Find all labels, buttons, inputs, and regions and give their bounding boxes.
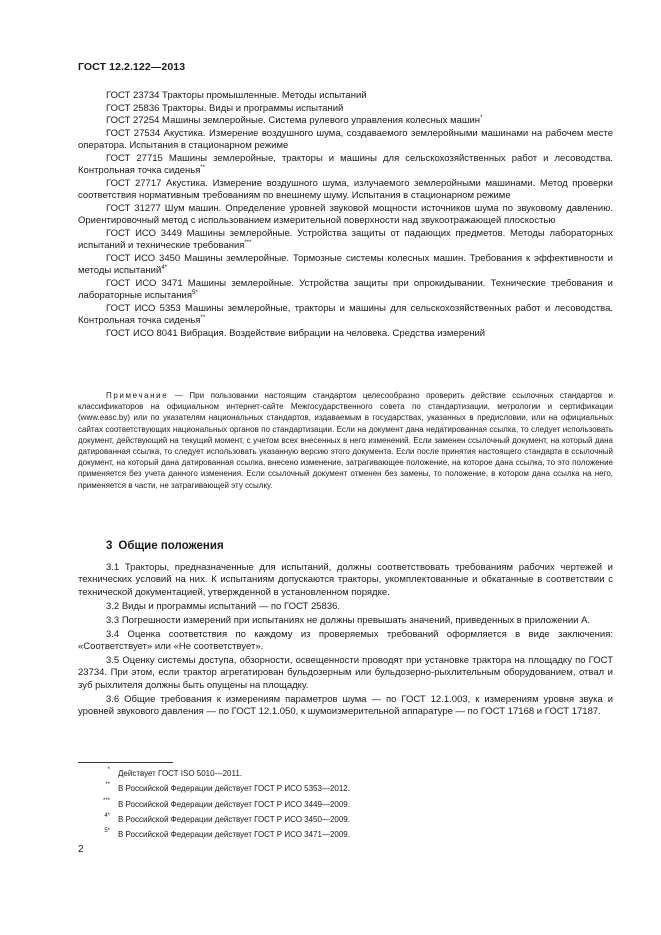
paragraph: 3.4 Оценка соответствия по каждому из проверяемых требований оформляется в виде заключения: «Соответствует» или «Не соответствует». bbox=[78, 628, 613, 652]
section-title: Общие положения bbox=[118, 540, 224, 552]
note-text: — При пользовании настоящим стандартом целесообразно проверить действие ссылочных стандартов и классификаторов на официальном интернет-сайте Межгосударственного совета по стандартизации, метрологии и сертификации (www.easc.by) или по указателям национальных стандартов, издаваемым в государствах, указанных в предисловии, или на официальных сайтах соответствующих национальных органов по стандартизации. Если на документ дана недатированная ссылка, то следует использовать документ, действующий на текущий момент, с учетом всех внесенных в него изменений. Если заменен ссылочный документ, на который дана датированная ссылка, то следует использовать указанную версию этого документа. Если после принятия настоящего стандарта в ссылочный документ, на который дана датированная ссылка, внесено изменение, затрагивающее положение, на которое дана ссылка, то это положение применяется без учета данного изменения. Если ссылочный документ отменен без замены, то положение, в котором дана ссылка на него, применяется в части, не затрагивающей эту ссылку. bbox=[78, 391, 613, 490]
footnote: *** В Российской Федерации действует ГОСТ Р ИСО 3449—2009. bbox=[102, 797, 350, 809]
footnote: 4* В Российской Федерации действует ГОСТ Р ИСО 3450—2009. bbox=[104, 812, 350, 824]
paragraph: 3.1 Тракторы, предназначенные для испытаний, должны соответствовать требованиям рабочих чертежей и технических условий на них. К испытаниям допускаются тракторы, укомплектованные и обкатанные в соответствии с технической документацией, утвержденной в установленном порядке. bbox=[78, 562, 613, 598]
footnotes bbox=[78, 766, 613, 842]
reference-item: ГОСТ 27254 Машины землеройные. Система рулевого управления колесных машин* bbox=[106, 115, 483, 126]
reference-item: ГОСТ 27534 Акустика. Измерение воздушного шума, создаваемого землеройными машинами на рабочем месте оператора. Испытания в стационарном режиме bbox=[78, 127, 613, 151]
reference-item: ГОСТ ИСО 3449 Машины землеройные. Устройства защиты от падающих предметов. Методы лабораторных испытаний и технические требования*** bbox=[78, 227, 613, 251]
footnote: ** В Российской Федерации действует ГОСТ Р ИСО 5353—2012. bbox=[105, 782, 350, 794]
reference-item: ГОСТ ИСО 8041 Вибрация. Воздействие вибрации на человека. Средства измерений bbox=[106, 327, 486, 339]
note-label: Примечание bbox=[106, 391, 169, 400]
reference-item: ГОСТ 27715 Машины землеройные, тракторы и машины для сельскохозяйственных работ и лесоводства. Контрольная точка сиденья** bbox=[78, 152, 613, 176]
reference-item: ГОСТ 31277 Шум машин. Определение уровней звуковой мощности источников шума по звуковому давлению. Ориентировочный метод с использованием измерительной поверхности над звукоотражающей плоскостью bbox=[78, 202, 613, 226]
paragraph: 3.3 Погрешности измерений при испытаниях не должны превышать значений, приведенных в приложении А. bbox=[106, 614, 591, 626]
reference-item: ГОСТ ИСО 5353 Машины землеройные, тракторы и машины для сельскохозяйственных работ и лесоводства. Контрольная точка сиденья** bbox=[78, 302, 613, 326]
reference-item: ГОСТ ИСО 3471 Машины землеройные. Устройства защиты при опрокидывании. Технические требования и лабораторные испытания$^{5*}$ bbox=[78, 277, 613, 301]
footnote-divider bbox=[78, 762, 173, 763]
note-block bbox=[78, 390, 613, 491]
paragraph: 3.2 Виды и программы испытаний — по ГОСТ 25836. bbox=[106, 600, 341, 612]
page-header: ГОСТ 12.2.122—2013 bbox=[78, 61, 186, 73]
paragraph: 3.5 Оценку системы доступа, обзорности, освещенности проводят при установке трактора на площадку по ГОСТ 23734. При этом, если трактор агрегатирован бульдозерным или бульдозерно-рыхлительным оборудованием, отвал и зуб рыхлителя должны быть опущены на площадку. bbox=[78, 654, 613, 691]
section-body bbox=[78, 562, 613, 720]
section-heading bbox=[106, 540, 230, 552]
reference-item: ГОСТ 27717 Акустика. Измерение воздушного шума, излучаемого землеройными машинами. Метод проверки соответствия нормативным требованиям по внешнему шуму. Испытания в стационарном режиме bbox=[78, 177, 613, 201]
reference-item: ГОСТ ИСО 3450 Машины землеройные. Тормозные системы колесных машин. Требования к эффективности и методы испытаний$^{4*}$ bbox=[78, 252, 613, 276]
footnote: * Действует ГОСТ ISO 5010—2011. bbox=[107, 767, 243, 778]
paragraph: 3.6 Общие требования к измерениям параметров шума — по ГОСТ 12.1.003, к измерениям уровня звука и уровней звукового давления — по ГОСТ 12.1.050, к шумоизмерительной аппаратуре — по ГОСТ 17168 и ГОСТ 17187. bbox=[78, 693, 613, 717]
page-number: 2 bbox=[78, 844, 84, 855]
reference-item: ГОСТ 25836 Тракторы. Виды и программы испытаний bbox=[106, 102, 344, 114]
normative-references-list bbox=[78, 90, 613, 340]
section-number: 3 bbox=[106, 540, 113, 552]
footnote: 5* В Российской Федерации действует ГОСТ Р ИСО 3471—2009. bbox=[104, 828, 350, 840]
reference-item: ГОСТ 23734 Тракторы промышленные. Методы испытаний bbox=[106, 90, 367, 101]
